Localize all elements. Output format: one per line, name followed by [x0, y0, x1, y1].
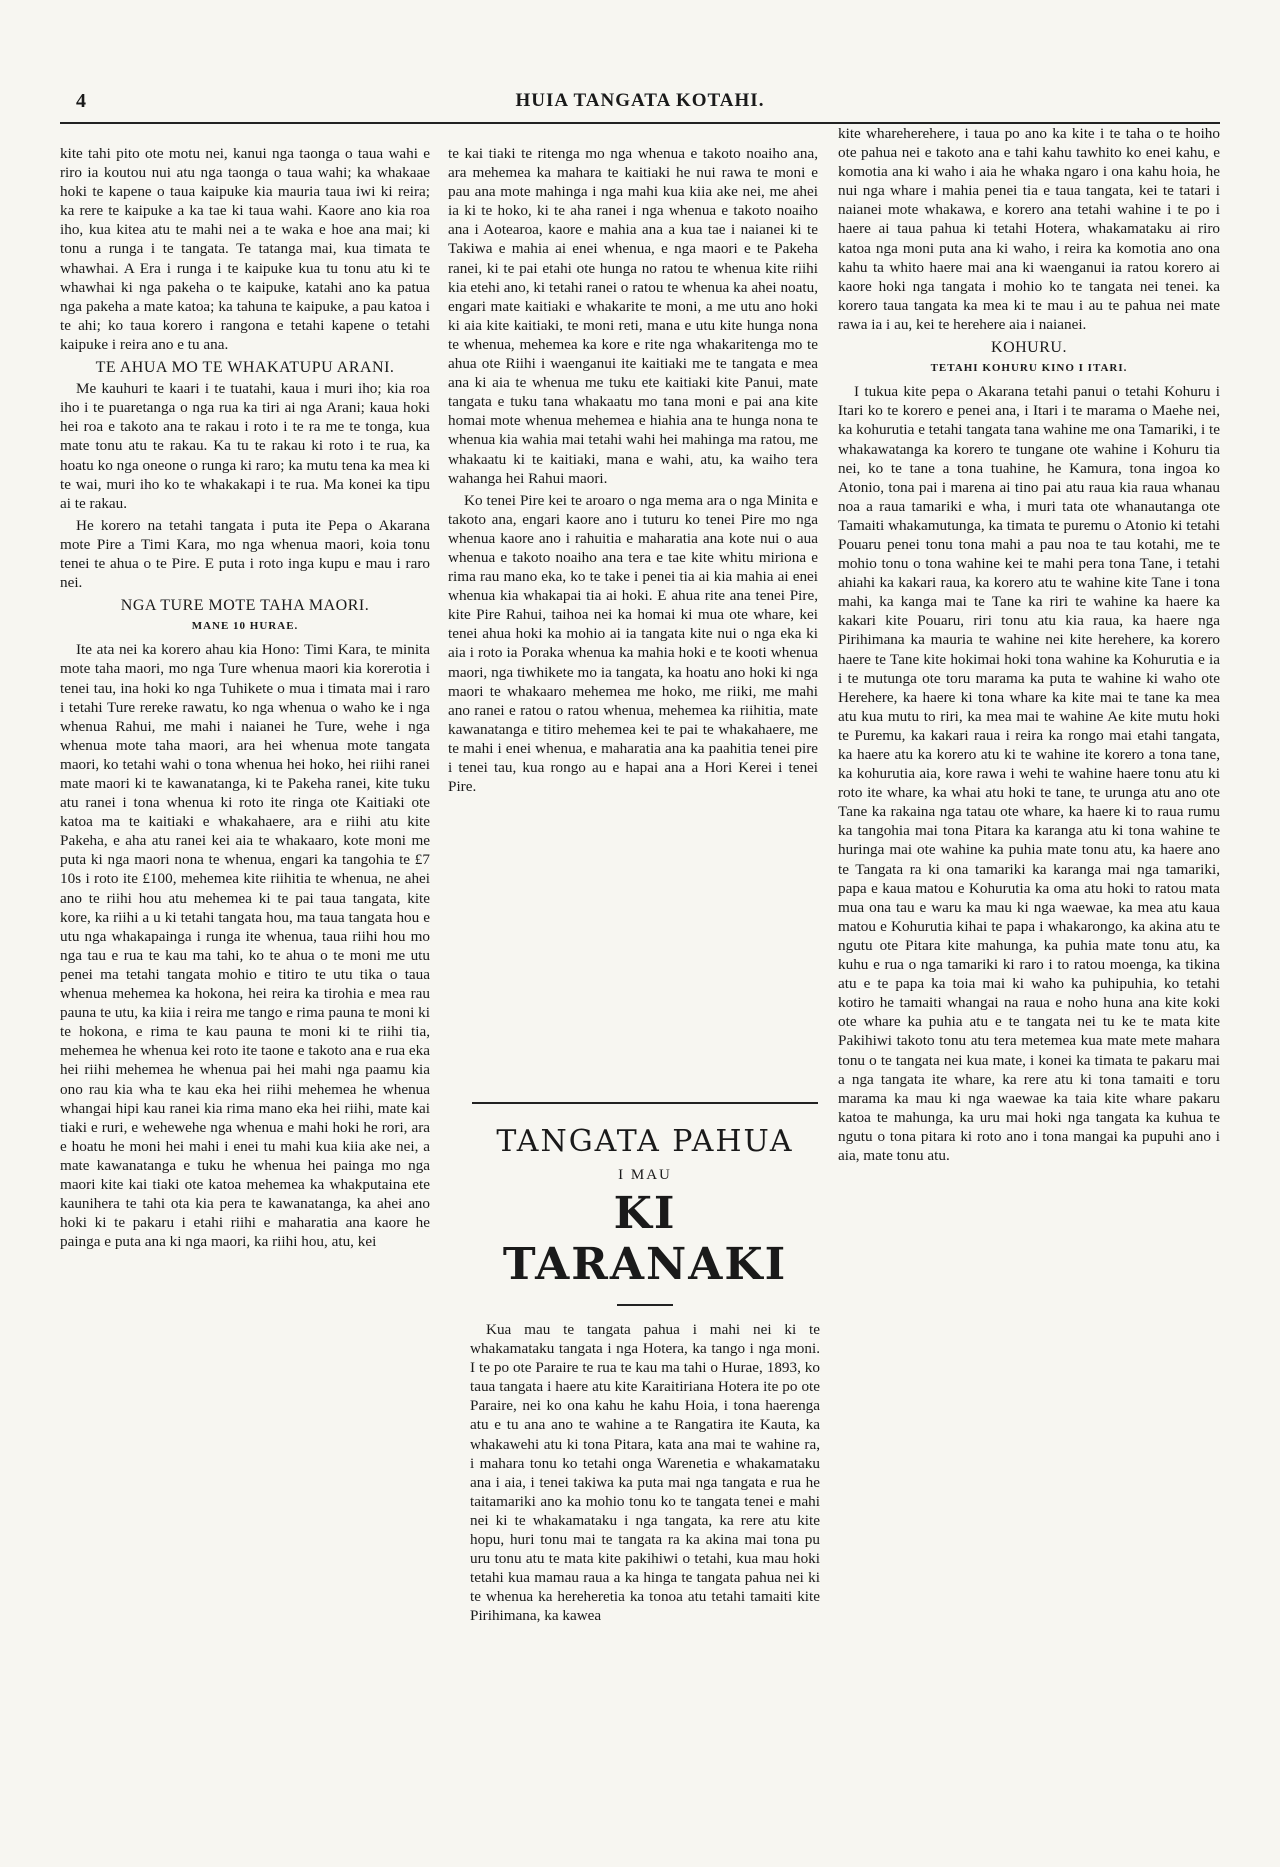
article-paragraph: He korero na tetahi tangata i puta ite Pepa o Akarana mote Pire a Timi Kara, mo nga whenua maori, koia tonu tenei te ahua o te Pire. E puta i roto inga kupu e mau i raro nei.: [60, 516, 430, 592]
feature-headline: [470, 1106, 820, 1326]
article-paragraph: Ite ata nei ka korero ahau kia Hono: Timi Kara, te minita mote taha maori, mo nga Ture whenua maori kia korerotia i tenei tau, ina hoki ko nga Tuhikete o mua i timata mai i raro i tetahi Ture rereke rawatu, ko nga whenua o waho ke i nga whenua Rahui, me mahi i naianei he Ture, wehe i nga whenua mote taha maori, ara hei whenua mote tangata maori, ko tetahi wahi o tona whenua hei hoko, hei riihi ranei mate maori ki te kawanatanga, ki te Pakeha ranei, kite tuku atu ranei i tona whenua ki roto ite ringa ote Kaitiaki ote katoa ma te kaitiaki e whakahaere, ara e riihi atu kite Pakeha, e aha atu ranei kei aia te whakaaro, kote moni me puta ki nga maori nona te whenua, engari ka tangohia te £7 10s i roto ite £100, mehemea kite riihitia te whenua, ne ahei ano te riihi hou atu mehemea ki te pai taua tangata, kite kore, ka riihi a u ki tetahi tangata hou, ma taua tangata hou e utu nga whakapainga i runga ite whenua, taua riihi hou mo nga tau e rua te kau ma tahi, ko te ahua o te moni me utu penei ma tetahi tangata mohio e titiro te utu tika o taua whenua mehemea ka hokona, hei reira ka tirohia e mea rau pauna te utu, ka kiia i reira me tango e rima pauna te moni ki te hokona, e rima te kau pauna te moni ki te riihi tia, mehemea he whenua kei roto ite taone e takoto ana e rua eka hei riihi mehemea he whenua pai hei mahi nga paamu kia ono rau kia wha te kau eka hei riihi mehemea he whenua whangai hipi kau ranei kia rima mano eka hei riihi, mate kai tiaki e ruri, e wehewehe nga whenua e mahi hoki he rori, ara e hoatu he moni hei mahi i enei tu mahi kua kiia ake nei, a mate kawanatanga e tuku he whenua hei painga mo nga maori kite kai tiaki ote katoa mehemea ka whakputaina ete kaunihera te tahi ota kia pera te kawanatanga, ka ahei ano hoki ki te pakaru i etahi riihi e maharatia ana kaore he painga e puta ana ki nga maori, ka riihi hou, atu, kei: [60, 641, 430, 1251]
section-divider: [472, 1102, 818, 1104]
article-paragraph: kite tahi pito ote motu nei, kanui nga taonga o taua wahi e riro ia koutou nui atu nga taonga o taua wahi; ka whakaae hoki te kapene o taua kaipuke kia mauria taua iwi ki reira; ka rere te kaipuke a ka tae ki taua wahi. Kaore ano kia roa iho, kua kitea atu te mahi nei a te waka e hoe ana mai; ki tonu a runga i te tangata. Te tatanga mai, kua timata te whawhai. A Era i runga i te kaipuke kua tu tonu atu ki te whawhai ki nga pakeha o te kaipuke, katahi ano ka patua nga pakeha a mate katoa; ka tahuna te kaipuke, a pau katoa i te ahi; ko taua korero i rangona e tetahi kapene o tetahi kaipuke i reira ano e tu ana.: [60, 145, 430, 353]
headline-line-1: TANGATA PAHUA: [496, 1124, 794, 1159]
page-header: [60, 84, 1220, 124]
headline-rule: [617, 1304, 673, 1306]
article-paragraph: kite whareherehere, i taua po ano ka kite i te taha o te hoiho ote pahua nei e takoto ana e tahi kahu tawhito ko enei kahu, e komotia ana ki waho i aia he whaka ngaro i ona kahu hoia, he nui nga whare i mahia penei tia e taua tangata, kei te tatari i naianei mote whakawa, e korero ana tetahi wahine i te po i haere ai taua pahua ki tetahi Hotera, whakamataku ai riro katoa nga moni puta ana ki waho, i reira ka komotia ano ona kahu ta whito haere mai ana ki waenganui ia ratou korero ai kaore hoki nga tangata i mohio ko te tangata nei tenei. ka korero taua tangata ka mea ki te mau i au te pahua nei mate rawa ia i au, kei te herehere aia i naianei.: [838, 125, 1220, 333]
newspaper-title: HUIA TANGATA KOTAHI.: [515, 90, 765, 111]
feature-article: [470, 1320, 820, 1626]
article-heading: KOHURU.: [991, 339, 1067, 357]
column-2: [448, 144, 818, 799]
article-paragraph: te kai tiaki te ritenga mo nga whenua e takoto noaiho ana, ara mehemea ka mahara te kaitiaki he nui rawa te moni e pau ana mote mahinga i nga mahi kua kiia ake nei, me ahei ia ki te hoko, ki te aha ranei i nga whenua e takoto noaiho ana i Aotearoa, kaore e mahia ana a kua tae i naianei ki te Takiwa e mahia ai enei whenua, e nga maori e te Pakeha ranei, ki te pai etahi ote hunga no ratou te whenua kite riihi kia etehi ano, ki tetahi ranei o ratou te whenua ka ahei noatu, engari mate kaitiaki e whakarite te moni, a me utu ano hoki ki aia kite kaitiaki, te moni reti, mana e utu kite hunga nona te whenua, mehemea ka kore e rite nga whakaritenga mo te ahua ote Riihi i waenganui ite kaitiaki me te tangata e mea ana ki aia te whenua me tuku ete kaitiaki kite Panui, mate tangata e tuku tana whakaatu mo tana moni e pai ana kite homai mote whenua mehemea e hiahia ana te hunga nona te whenua kia wahia mai tetahi wahi hei mahinga ma ratou, me whakaatu ki te kaitiaki, mana e wahi, atu, ka waiho tera wahanga hei Rahui maori.: [448, 145, 818, 487]
article-subheading: MANE 10 HURAE.: [191, 620, 299, 633]
page-number: 4: [76, 90, 86, 112]
headline-line-3: KI TARANAKI: [502, 1188, 788, 1290]
article-paragraph: Kua mau te tangata pahua i mahi nei ki te whakamataku tangata i nga Hotera, ka tango i nga moni. I te po ote Paraire te rua te kau ma tahi o Hurae, 1893, ko taua tangata i haere atu kite Karaitiriana Hotera ite po ote Paraire, nei ko ona kahu he kahu Hoia, i tona haerenga atu e tu ana ano te wahine a te Rangatira ite Kauta, ka whakawehi atu ki tona Pitara, kata ana mai te wahine ra, i mahara tonu ko tetahi onga Warenetia e whakamataku ana i aia, i tenei takiwa ka puta mai nga tangata e rua he taitamariki ano ka mohio tonu ko te tangata tenei e mahi nei ki te whakamataku i nga tangata, ka rere atu kite hopu, huri tonu mai te tangata ra ka akina mai tona pu uru tonu atu te mata kite pakihiwi o tetahi, kua mau hoki tetahi kua mamau raua a ka hinga te tangata pahua nei ki te whenua ka hereheretia ka tonoa atu tetahi tamaiti kite Pirihimana, ka kawea: [470, 1321, 820, 1625]
article-paragraph: I tukua kite pepa o Akarana tetahi panui o tetahi Kohuru i Itari ko te korero e penei ana, i Itari i te marama o Maehe nei, ka kohurutia e tetahi tangata tana wahine me ona Tamariki, i te whakawatanga ka korero te tungane ote wahine i Kohuru tia nei, ko te tane a tona tuahine, he Kamura, tona ingoa ko Atonio, tona pai i marena ai tino pai atu raua kia raua whanau noa a raua tamariki e wha, i muri tata ote whanautanga ote Tamaiti whakamutunga, ka timata te puremu o Atonio ki tetahi Pouaru penei tonu tona mahi a pau noa te tau kotahi, me te mohio tonu o tona wahine kei te mahi pera tona Tane, i tetahi ahiahi ka kakari raua, ka korero atu te wahine kite Tane i tona mahi, ka kanga mai te Tane ka riri te wahine ka haere ka kakari kite Pouaru, riri tonu atu kia raua, ka haere nga Pirihimana ka mauria te wahine nei kite herehere, ka korero haere te Tane kite hokimai hoki tona wahine ka Kohurutia e ia i te mutunga ote toru marama ka puta te wahine ki waho ote Herehere, ka haere ki tona whare ka kite mai te tane ka mea atu kua mutu to riri, ka mea mai te wahine Ae kite mutu hoki te Puremu, ka kakari raua i reira ka rongo mai etahi tangata, ka haere atu ka korero atu ki te wahine ite korero a tona tane, ka kohurutia aia, kore rawa i wehi te wahine haere tonu atu ki roto ite whare, ka whai atu hoki te tane, te urunga atu ano ote Tane ka rakaina nga tatau ote whare, ka haere ki to raua rumu ka tangohia mai tona Pitara ka karanga atu ki tona wahine te huringa mai ote wahine ka puhia mate tonu atu, ka haere ano te Tangata ra ki ona tamariki ka karanga mai nga tamariki, papa e kaua matou e Kohurutia ka oma atu hoki to ratou mata mua ona tau e waru ka mau ki nga waewae, ka mea atu kaua matou e Kohurutia kihai te papa i whakarongo, ka akina atu te ngutu ote Pitara kite mahunga, ka puhia mate tonu atu, ka kuhu e rua o nga tamariki ki raro i to ratou moenga, ka tikina atu e te papa ka toia mai ki waho ka puhipuhia, ko tetahi kotiro he tamaiti whangai na raua e noho huna ana kite koki ote whare ka puhia atu e te tangata nei tu ke te mata kite Pakihiwi takoto tonu atu tera metemea kua mate mete mahara tonu o te tangata nei kua mate, i konei ka timata te pakaru mai a nga tangata ite whare, ka rere atu ki tona tamaiti e toru marama ka mau ki nga waewae ka taia kite whare pakaru katoa te mahunga, ka uru mai hoki nga tangata ka kuhua te ngutu o tona pitara ki roto ano i tona mangai ka pupuhi ano i aia, mate tonu atu.: [838, 383, 1220, 1164]
article-heading: NGA TURE MOTE TAHA MAORI.: [120, 597, 370, 615]
article-heading: TE AHUA MO TE WHAKATUPU ARANI.: [95, 359, 395, 377]
column-3: [838, 124, 1220, 1168]
headline-line-2: I MAU: [618, 1167, 672, 1183]
article-subheading: TETAHI KOHURU KINO I ITARI.: [930, 362, 1128, 375]
article-paragraph: Ko tenei Pire kei te aroaro o nga mema ara o nga Minita e takoto ana, engari kaore ano i tuturu ko tenei Pire mo nga whenua kaore ano i rahuitia e maharatia ana kote nui o aua whenua e takoto noaiho ana tera e tae kite whitu miriona e rima rau mano eka, ko te take i penei tia ai kia mahia ai enei whenua kia whakapai tia ai hoki. E ahua rite ana tenei Pire, kite Pire Rahui, taihoa nei ka homai ki mua ote whare, kei tenei ahua hoki ka mohio ai ia tangata kite nui o nga eka ki aia i roto ia Poraka whenua ka mahia hoki e te kooti whenua maori, nga tiwhikete mo ia tangata, ka hoatu ano hoki ki nga maori te whakaaro mehemea me hoko, me riiki, me mahi ano ranei e ratou o ratou whenua, mehemea ka riihitia, mate kawanatanga e titiro mehemea kei te pai te whakahaere, me te mahi i enei whenua, e maharatia ana ka paahitia tenei pire i tenei tau, kua rongo au e hapai ana a Hori Kerei i tenei Pire.: [448, 491, 818, 796]
column-1: [60, 144, 430, 1254]
article-paragraph: Me kauhuri te kaari i te tuatahi, kaua i muri iho; kia roa iho i te puaretanga o nga rua ka tiri ai nga Arani; kaua hoki hei roa e takoto ana te rakau i roto i te ra me te tonga, kua mate tonu atu te rakau. Ka tu te rakau ki roto i te rua, ka hoatu ko nga oneone o runga ki raro; ka mutu tena ka mea ki te wai, muri iho ko te whakakapi i te rua. Ma konei ka tipu ai te rakau.: [60, 380, 430, 512]
